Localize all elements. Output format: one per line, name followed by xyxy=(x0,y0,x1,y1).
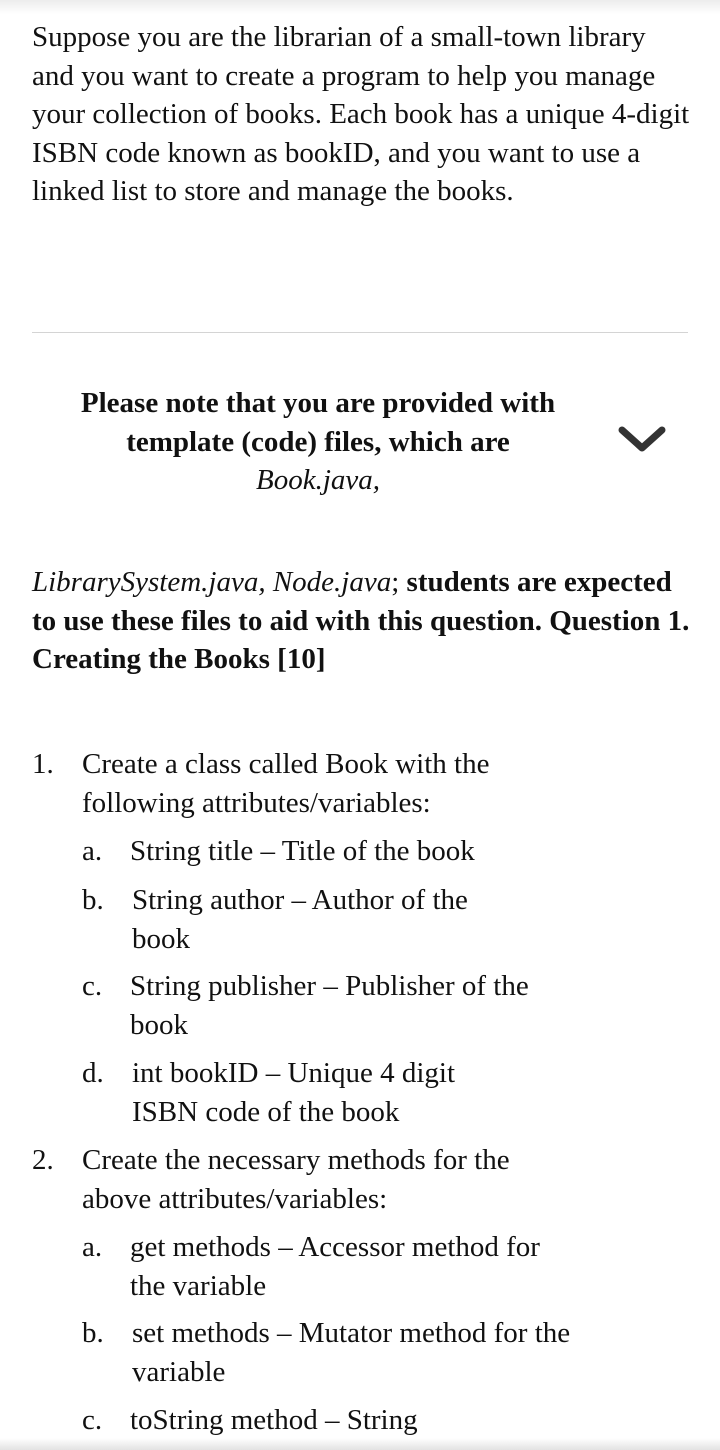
note-line-2: template (code) files, which are xyxy=(126,425,510,458)
sub-list-text: String publisher – Publisher of the book xyxy=(130,970,529,1041)
list-item xyxy=(32,1141,692,1221)
note-line-1: Please note that you are provided with xyxy=(80,387,556,419)
sub-list-letter: a. xyxy=(82,1231,103,1263)
sub-list-item xyxy=(82,1054,682,1134)
sub-list-letter: a. xyxy=(82,835,103,867)
template-files-note xyxy=(40,384,596,500)
sub-list-item xyxy=(82,1228,682,1308)
list-text: Create the necessary methods for the above attributes/variables: xyxy=(82,1144,510,1215)
intro-paragraph: Suppose you are the librarian of a small-town library and you want to create a program to help you manage your collection of books. Each book has a unique 4-digit ISBN code known as bookID, and you want to use a linked list to store and manage the books. xyxy=(32,21,690,207)
sub-list-item xyxy=(82,967,682,1047)
sub-list-item xyxy=(82,881,682,961)
list-item xyxy=(32,745,692,825)
list-number: 1. xyxy=(32,748,54,780)
sub-list-text: get methods – Accessor method for the variable xyxy=(130,1231,540,1302)
question-heading: students are expected to use these files to aid with this question. Question 1. Creating the Books [10] xyxy=(32,566,690,675)
sub-list-letter: b. xyxy=(82,1317,104,1349)
file-names: LibrarySystem.java, Node.java xyxy=(32,566,392,598)
sub-list-letter: c. xyxy=(82,970,103,1002)
sub-list-letter: d. xyxy=(82,1057,104,1089)
sub-list-letter: b. xyxy=(82,884,104,916)
question-paragraph xyxy=(32,563,692,679)
sub-list-text: String author – Author of the book xyxy=(132,884,468,955)
sub-list-item xyxy=(82,1314,682,1394)
list-text: Create a class called Book with the following attributes/variables: xyxy=(82,748,490,819)
top-edge-shadow xyxy=(0,0,720,14)
section-divider xyxy=(32,332,688,333)
sub-list-text: int bookID – Unique 4 digit ISBN code of the book xyxy=(132,1057,456,1128)
sub-list-text: toString method – String xyxy=(130,1404,418,1436)
sub-list-text: String title – Title of the book xyxy=(130,835,475,867)
note-file-book: Book.java, xyxy=(255,464,380,496)
bottom-edge-shadow xyxy=(0,1438,720,1450)
sub-list-text: set methods – Mutator method for the variable xyxy=(132,1317,571,1388)
chevron-down-icon[interactable] xyxy=(612,416,672,460)
sub-list-item xyxy=(82,1401,682,1441)
file-names-separator: ; xyxy=(391,566,400,598)
sub-list-item xyxy=(82,832,682,872)
sub-list-letter: c. xyxy=(82,1404,103,1436)
list-number: 2. xyxy=(32,1144,54,1176)
